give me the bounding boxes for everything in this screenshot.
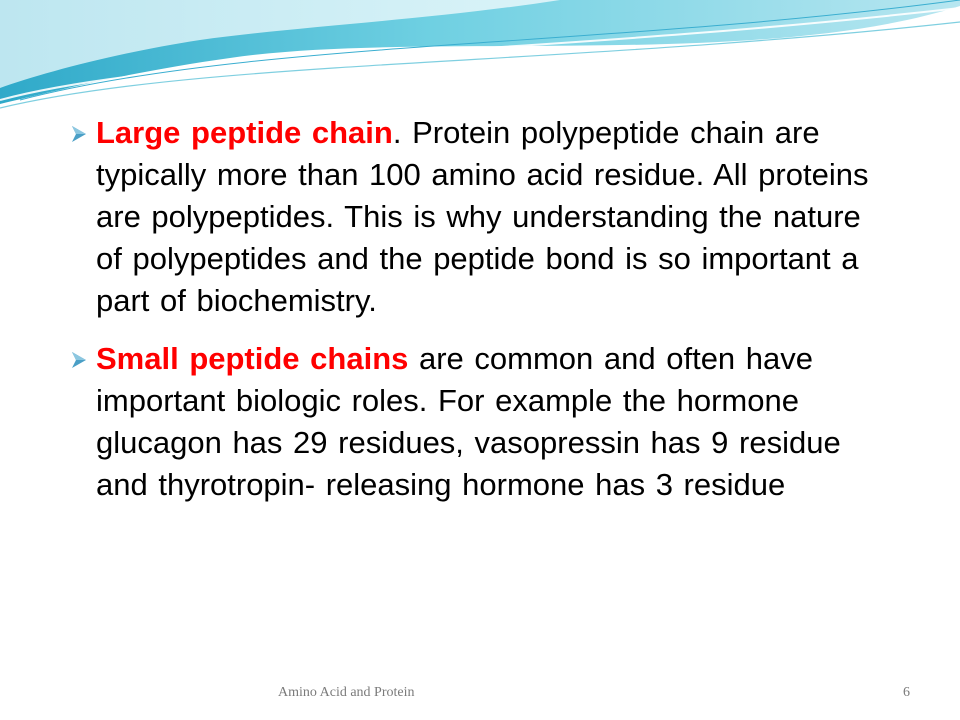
page-number: 6 [903, 685, 910, 700]
arrow-bullet-icon [70, 351, 88, 369]
bullet-small-peptide-chains [64, 338, 894, 506]
bullet-highlight: Small peptide chains [96, 341, 409, 376]
slide-content [64, 112, 894, 506]
bullet-highlight: Large peptide chain [96, 115, 393, 150]
header-wave-decoration [0, 0, 960, 110]
bullet-text: are common and often have important biologic roles. For example the hormone glucagon has 29 residues, vasopressin has 9 residue and thyrotropin- releasing hormone has 3 residue [96, 341, 841, 502]
bullet-large-peptide-chain [64, 112, 894, 322]
footer-title: Amino Acid and Protein [278, 685, 415, 700]
bullet-text: . Protein polypeptide chain are typically more than 100 amino acid residue. All proteins are polypeptides. This is why understanding the nature of polypeptides and the peptide bond is so important a part of biochemistry. [96, 115, 869, 318]
arrow-bullet-icon [70, 125, 88, 143]
